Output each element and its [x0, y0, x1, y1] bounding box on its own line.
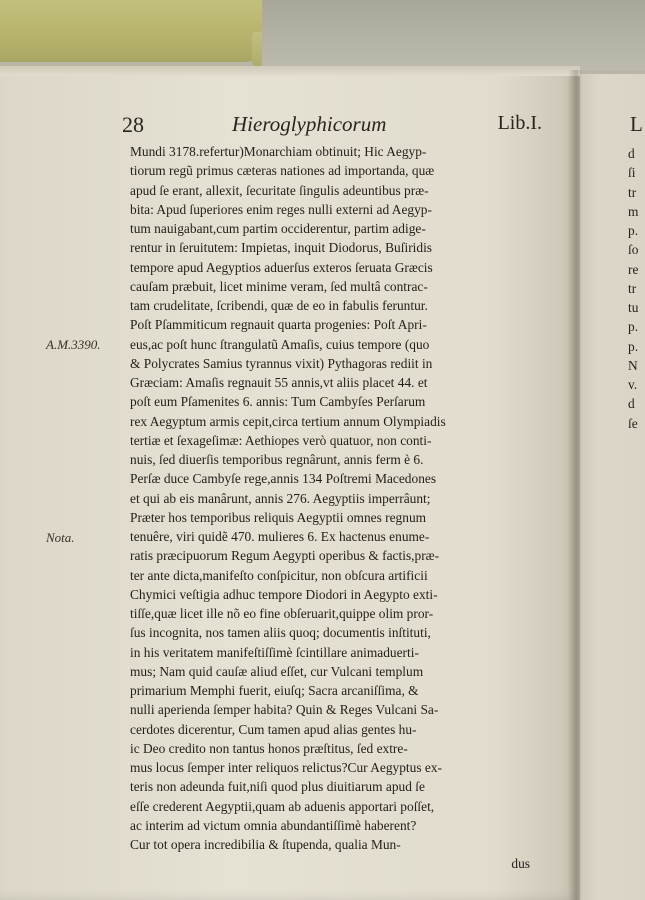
text-line: cerdotes dicerentur, Cum tamen apud alias gentes hu- [130, 721, 417, 737]
backdrop [262, 0, 645, 70]
text-line: tiorum regũ primus cæteras nationes ad importanda, quæ [130, 163, 435, 179]
facing-line: N [628, 357, 638, 373]
body-text [130, 142, 530, 874]
page-top-edge [0, 66, 580, 76]
text-line: & Polycrates Samius tyrannus vixit) Pythagoras rediit in [130, 355, 433, 371]
text-line: rex Aegyptum armis cepit,circa tertium annum Olympiadis [130, 413, 446, 429]
text-line: primarium Memphi fuerit, eiuſq; Sacra arcaniſſima, & [130, 683, 419, 698]
text-line: nulli aperienda ſemper habita? Quin & Reges Vulcani Sa- [130, 702, 439, 718]
facing-line: d [628, 146, 635, 161]
text-line: bita: Apud ſuperiores enim reges nulli externi ad Aegyp- [130, 201, 432, 217]
margin-note-year: A.M.3390. [46, 337, 101, 352]
text-line: ratis præcipuorum Regum Aegypti operibus & factis,præ- [130, 548, 440, 564]
facing-line: ſe [628, 415, 638, 431]
text-line: Præter hos temporibus reliquis Aegyptii omnes regnum [130, 509, 427, 525]
text-line: eſſe crederent Aegyptii,quam ab aduenis apportari poſſet, [130, 798, 435, 814]
facing-line: p. [628, 223, 639, 238]
text-line: poſt eum Pſamenites 6. annis: Tum Cambyſes Perſarum [130, 394, 426, 410]
facing-page-lines [628, 144, 645, 433]
text-line: Poſt Pſammiticum regnauit quarta progenies: Poſt Apri- [130, 317, 427, 333]
text-line: mus locus ſemper inter reliquos relictus?Cur Aegyptus ex- [130, 760, 443, 775]
text-line: tiſſe,quæ licet ille nõ eo fine obſeruarit,quippe olim pror- [130, 606, 434, 621]
text-line: rentur in ſeruitutem: Impietas, inquit Diodorus, Buſiridis [130, 240, 432, 256]
running-title: Hieroglyphicorum [232, 112, 387, 136]
text-line: cauſam præbuit, licet minime veram, ſed multâ contrac- [130, 278, 428, 294]
text-line: tertiæ et ſexageſimæ: Aethiopes verò quatuor, non conti- [130, 432, 432, 448]
text-line: mus; Nam quid cauſæ aliud eſſet, cur Vulcani templum [130, 663, 424, 679]
text-line: nuis, ſed diuerſis temporibus regnârunt, annis ferm è 6. [130, 452, 424, 467]
facing-line: tr [628, 280, 637, 296]
facing-line: p. [628, 319, 639, 335]
text-line: ac interim ad victum omnia abundantiſſimè haberent? [130, 817, 417, 833]
book-number: Lib.I. [497, 112, 542, 134]
text-line: apud ſe erant, allexit, ſecuritate ſingulis adeuntibus præ- [130, 182, 429, 198]
facing-line: d [628, 396, 635, 412]
text-line: Mundi 3178.refertur)Monarchiam obtinuit; Hic Aegyp- [130, 144, 427, 159]
text-line: in his veritatem manifeſtiſſimè ſcintillare animaduerti- [130, 644, 419, 660]
facing-line: ſo [628, 242, 639, 258]
facing-line: p. [628, 338, 639, 354]
text-line: ic Deo credito non tantus honos præſtitus, ſed extre- [130, 740, 408, 756]
page-number: 28 [122, 112, 144, 137]
text-line: tam crudelitate, ſcribendi, quæ de eo in fabulis feruntur. [130, 298, 428, 313]
text-line: teris non adeunda fuit,niſi quod plus diuitiarum apud ſe [130, 779, 425, 795]
facing-line: tr [628, 184, 637, 200]
text-line: dus [511, 856, 530, 872]
facing-line: re [628, 261, 639, 277]
facing-line: v. [628, 377, 638, 392]
text-line: ter ante dicta,manifeſto conſpicitur, non obſcura artificii [130, 567, 428, 583]
facing-line: ſi [628, 165, 636, 181]
book-gutter [568, 70, 582, 900]
text-line: eus,ac poſt hunc ſtrangulatũ Amaſis, cuius tempore (quo [130, 336, 430, 352]
text-line: tenuêre, viri quidẽ 470. mulieres 6. Ex hactenus enume- [130, 529, 430, 544]
facing-page-title-fragment: L [630, 112, 643, 136]
text-line: tempore apud Aegyptios aduerſus exteros ſeruata Græcis [130, 259, 433, 275]
margin-note-nota: Nota. [46, 530, 75, 545]
text-line: Cur tot opera incredibilia & ſtupenda, qualia Mun- [130, 837, 401, 852]
sponge-foreground [0, 0, 262, 62]
running-header [122, 112, 552, 138]
text-line: et qui ab eis manârunt, annis 276. Aegyptiis imperrâunt; [130, 490, 431, 506]
text-line: tum nauigabant,cum partim occiderentur, partim adige- [130, 221, 426, 236]
text-line: Græciam: Amaſis regnauit 55 annis,vt aliis placet 44. et [130, 375, 428, 390]
facing-line: m [628, 203, 639, 219]
text-line: Perſæ duce Cambyſe rege,annis 134 Poſtremi Macedones [130, 471, 437, 487]
facing-line: tu [628, 300, 639, 315]
text-line: Chymici veſtigia adhuc tempore Diodori in Aegypto exti- [130, 586, 438, 602]
text-line: ſus incognita, nos tamen aliis quoq; documentis inſtituti, [130, 625, 431, 641]
